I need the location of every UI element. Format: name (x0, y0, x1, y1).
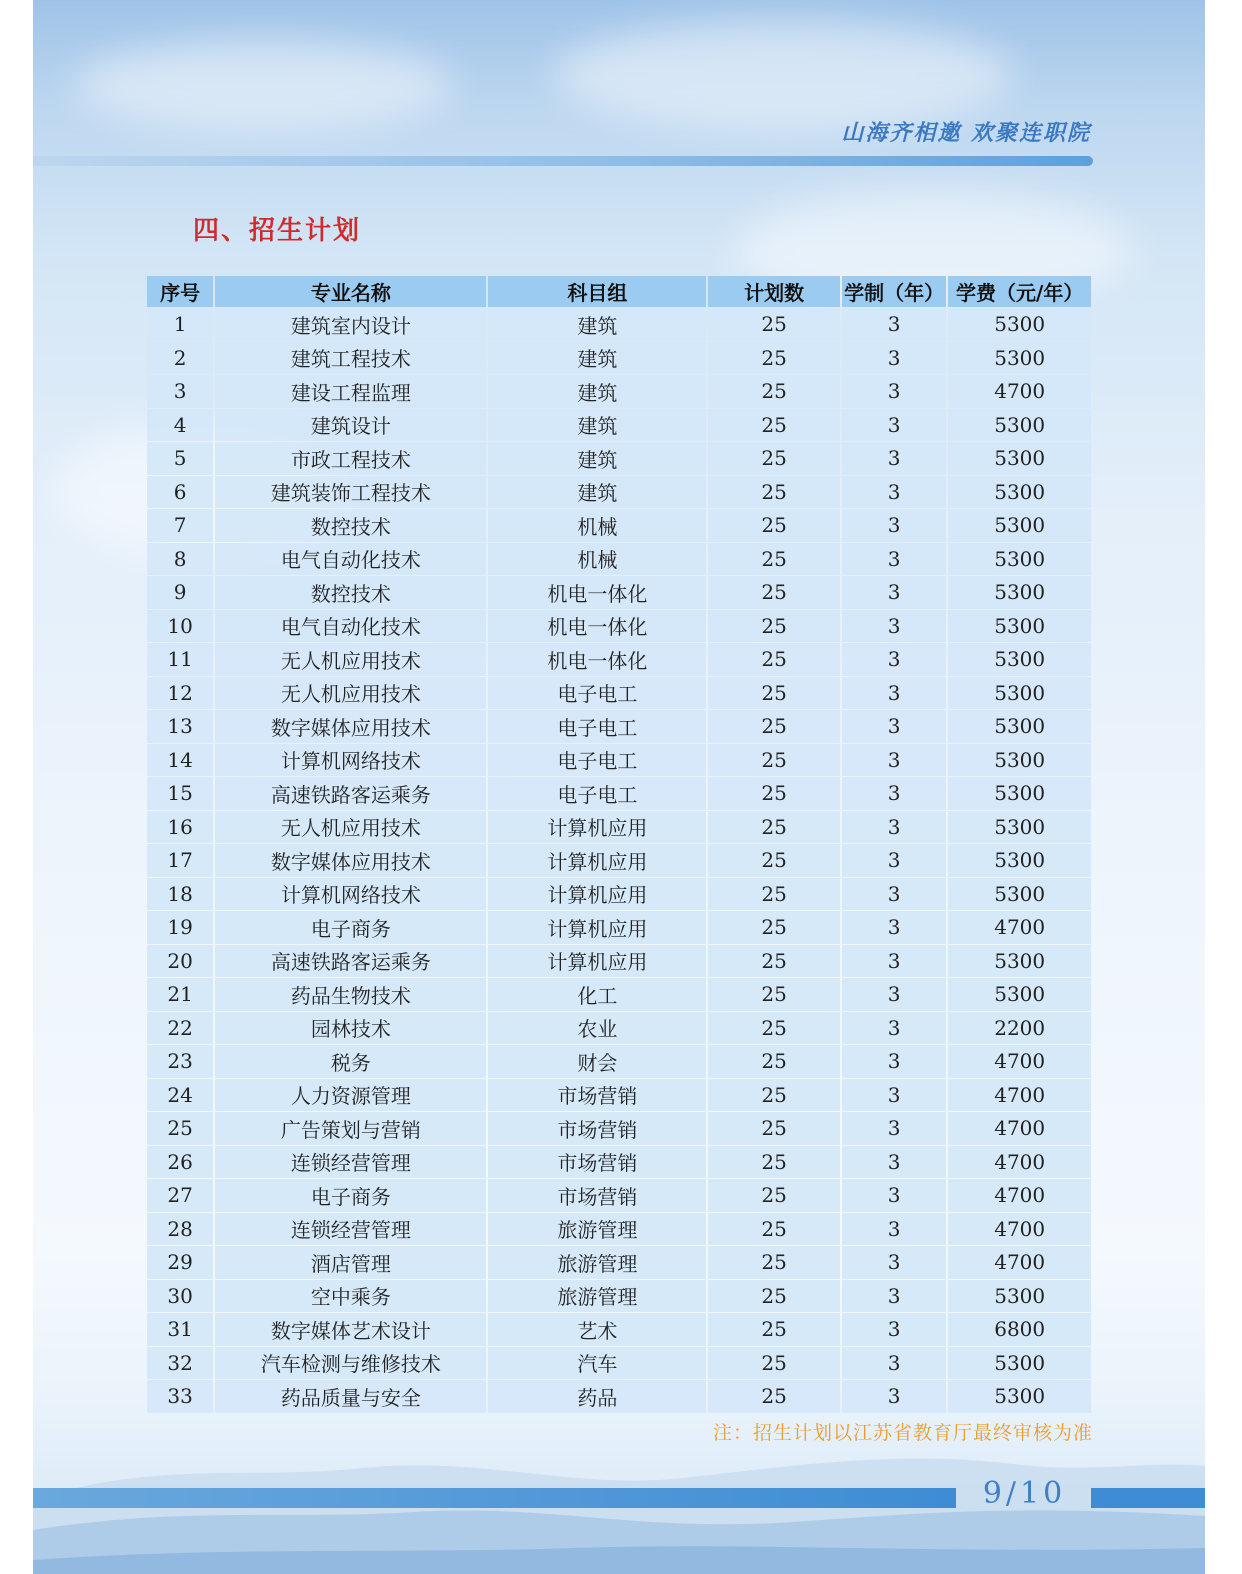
table-row (147, 1347, 1091, 1380)
footnote: 注：招生计划以江苏省教育厅最终审核为准 (712, 1422, 1093, 1444)
cell-index: 26 (147, 1146, 213, 1179)
cell-plan-count: 25 (708, 911, 840, 944)
table-row (147, 1380, 1091, 1413)
table-header-row (147, 276, 1091, 307)
cell-tuition: 4700 (948, 1146, 1091, 1179)
cell-tuition: 5300 (948, 777, 1091, 810)
cell-subject-group: 建筑 (488, 476, 706, 509)
cell-subject-group: 市场营销 (488, 1079, 706, 1112)
cell-duration: 3 (842, 543, 946, 576)
footer-band-right (1091, 1488, 1205, 1508)
cell-index: 11 (147, 643, 213, 676)
cell-major: 数字媒体应用技术 (215, 710, 486, 743)
table-row (147, 643, 1091, 676)
cell-index: 3 (147, 375, 213, 408)
cell-major: 无人机应用技术 (215, 811, 486, 844)
cell-duration: 3 (842, 342, 946, 375)
cell-plan-count: 25 (708, 1179, 840, 1212)
cell-subject-group: 电子电工 (488, 677, 706, 710)
cell-plan-count: 25 (708, 878, 840, 911)
cell-major: 连锁经营管理 (215, 1146, 486, 1179)
cell-subject-group: 机电一体化 (488, 576, 706, 609)
cell-tuition: 4700 (948, 1246, 1091, 1279)
sky-cloud (553, 20, 1013, 130)
table-body (147, 308, 1091, 1413)
cell-tuition: 5300 (948, 878, 1091, 911)
cell-plan-count: 25 (708, 1313, 840, 1346)
cell-index: 24 (147, 1079, 213, 1112)
cell-plan-count: 25 (708, 1246, 840, 1279)
cell-subject-group: 计算机应用 (488, 945, 706, 978)
cell-index: 1 (147, 308, 213, 341)
cell-subject-group: 电子电工 (488, 744, 706, 777)
cell-tuition: 4700 (948, 1045, 1091, 1078)
header-band (33, 156, 1093, 166)
cell-duration: 3 (842, 1112, 946, 1145)
cell-duration: 3 (842, 677, 946, 710)
cell-tuition: 5300 (948, 442, 1091, 475)
header-cell-duration: 学制（年） (842, 276, 946, 307)
cell-index: 33 (147, 1380, 213, 1413)
cell-tuition: 5300 (948, 543, 1091, 576)
cell-tuition: 4700 (948, 1079, 1091, 1112)
cell-tuition: 5300 (948, 576, 1091, 609)
cell-major: 人力资源管理 (215, 1079, 486, 1112)
cell-subject-group: 财会 (488, 1045, 706, 1078)
cell-tuition: 5300 (948, 509, 1091, 542)
table-row (147, 945, 1091, 978)
cell-duration: 3 (842, 610, 946, 643)
cell-subject-group: 机电一体化 (488, 610, 706, 643)
table-row (147, 543, 1091, 576)
header-cell-plan-count: 计划数 (708, 276, 840, 307)
footer-band-left (33, 1488, 956, 1508)
cell-plan-count: 25 (708, 643, 840, 676)
table-row (147, 1313, 1091, 1346)
cell-plan-count: 25 (708, 576, 840, 609)
cell-duration: 3 (842, 308, 946, 341)
cell-tuition: 5300 (948, 1280, 1091, 1313)
section-title: 四、招生计划 (193, 216, 362, 246)
cell-index: 4 (147, 409, 213, 442)
cell-tuition: 5300 (948, 342, 1091, 375)
cell-duration: 3 (842, 811, 946, 844)
cell-major: 高速铁路客运乘务 (215, 777, 486, 810)
cell-duration: 3 (842, 1079, 946, 1112)
header-cell-subject-group: 科目组 (488, 276, 706, 307)
cell-subject-group: 药品 (488, 1380, 706, 1413)
cell-index: 5 (147, 442, 213, 475)
table-row (147, 342, 1091, 375)
cell-index: 6 (147, 476, 213, 509)
cell-duration: 3 (842, 878, 946, 911)
cell-index: 27 (147, 1179, 213, 1212)
cell-index: 12 (147, 677, 213, 710)
cell-plan-count: 25 (708, 1079, 840, 1112)
cell-subject-group: 计算机应用 (488, 878, 706, 911)
cell-tuition: 2200 (948, 1012, 1091, 1045)
cell-duration: 3 (842, 1213, 946, 1246)
table-row (147, 1012, 1091, 1045)
cell-subject-group: 市场营销 (488, 1112, 706, 1145)
cell-plan-count: 25 (708, 710, 840, 743)
cell-major: 市政工程技术 (215, 442, 486, 475)
table-row (147, 409, 1091, 442)
table-row (147, 844, 1091, 877)
cell-plan-count: 25 (708, 1380, 840, 1413)
cell-plan-count: 25 (708, 978, 840, 1011)
cell-major: 数控技术 (215, 576, 486, 609)
cell-plan-count: 25 (708, 1045, 840, 1078)
cell-index: 17 (147, 844, 213, 877)
cell-plan-count: 25 (708, 777, 840, 810)
cell-index: 21 (147, 978, 213, 1011)
cell-duration: 3 (842, 945, 946, 978)
table-row (147, 375, 1091, 408)
cell-tuition: 5300 (948, 1380, 1091, 1413)
cell-index: 23 (147, 1045, 213, 1078)
cell-duration: 3 (842, 1012, 946, 1045)
cell-tuition: 5300 (948, 710, 1091, 743)
cell-tuition: 4700 (948, 1112, 1091, 1145)
cell-major: 酒店管理 (215, 1246, 486, 1279)
cell-index: 19 (147, 911, 213, 944)
table-row (147, 1213, 1091, 1246)
cell-subject-group: 电子电工 (488, 777, 706, 810)
cell-index: 9 (147, 576, 213, 609)
cell-major: 计算机网络技术 (215, 744, 486, 777)
cell-major: 无人机应用技术 (215, 677, 486, 710)
table-row (147, 1045, 1091, 1078)
cell-tuition: 5300 (948, 610, 1091, 643)
cell-index: 28 (147, 1213, 213, 1246)
cell-tuition: 5300 (948, 744, 1091, 777)
cell-duration: 3 (842, 1280, 946, 1313)
cell-subject-group: 市场营销 (488, 1179, 706, 1212)
table-row (147, 677, 1091, 710)
enrollment-plan-table (145, 275, 1093, 1414)
cell-tuition: 5300 (948, 308, 1091, 341)
cell-subject-group: 机电一体化 (488, 643, 706, 676)
cell-major: 电气自动化技术 (215, 543, 486, 576)
cell-index: 2 (147, 342, 213, 375)
cell-duration: 3 (842, 744, 946, 777)
cell-subject-group: 农业 (488, 1012, 706, 1045)
cell-major: 药品质量与安全 (215, 1380, 486, 1413)
table-row (147, 610, 1091, 643)
cell-major: 建设工程监理 (215, 375, 486, 408)
table-row (147, 576, 1091, 609)
cell-index: 13 (147, 710, 213, 743)
table-row (147, 911, 1091, 944)
cell-duration: 3 (842, 1313, 946, 1346)
cell-duration: 3 (842, 844, 946, 877)
table-row (147, 878, 1091, 911)
table-row (147, 308, 1091, 341)
cell-major: 无人机应用技术 (215, 643, 486, 676)
cell-plan-count: 25 (708, 476, 840, 509)
cell-index: 10 (147, 610, 213, 643)
cell-duration: 3 (842, 509, 946, 542)
sky-cloud (73, 40, 453, 130)
table-row (147, 509, 1091, 542)
cell-subject-group: 艺术 (488, 1313, 706, 1346)
cell-subject-group: 建筑 (488, 308, 706, 341)
cell-index: 7 (147, 509, 213, 542)
cell-plan-count: 25 (708, 543, 840, 576)
cell-major: 计算机网络技术 (215, 878, 486, 911)
cell-subject-group: 机械 (488, 543, 706, 576)
table-row (147, 1246, 1091, 1279)
cell-plan-count: 25 (708, 342, 840, 375)
cell-plan-count: 25 (708, 1112, 840, 1145)
cell-subject-group: 化工 (488, 978, 706, 1011)
table-row (147, 1280, 1091, 1313)
page-number: 9/10 (982, 1476, 1067, 1511)
cell-plan-count: 25 (708, 509, 840, 542)
cell-index: 15 (147, 777, 213, 810)
cell-plan-count: 25 (708, 610, 840, 643)
cell-duration: 3 (842, 576, 946, 609)
cell-subject-group: 计算机应用 (488, 811, 706, 844)
cell-major: 电气自动化技术 (215, 610, 486, 643)
cell-major: 建筑工程技术 (215, 342, 486, 375)
table-row (147, 1079, 1091, 1112)
cell-duration: 3 (842, 911, 946, 944)
cell-subject-group: 旅游管理 (488, 1213, 706, 1246)
cell-subject-group: 电子电工 (488, 710, 706, 743)
table-row (147, 1179, 1091, 1212)
table-row (147, 710, 1091, 743)
cell-major: 电子商务 (215, 1179, 486, 1212)
table-row (147, 744, 1091, 777)
cell-major: 连锁经营管理 (215, 1213, 486, 1246)
cell-plan-count: 25 (708, 308, 840, 341)
cell-duration: 3 (842, 777, 946, 810)
cell-subject-group: 计算机应用 (488, 844, 706, 877)
brochure-page (33, 0, 1205, 1574)
cell-tuition: 5300 (948, 978, 1091, 1011)
cell-plan-count: 25 (708, 375, 840, 408)
cell-index: 31 (147, 1313, 213, 1346)
cell-index: 20 (147, 945, 213, 978)
cell-plan-count: 25 (708, 677, 840, 710)
cell-subject-group: 建筑 (488, 442, 706, 475)
cell-duration: 3 (842, 409, 946, 442)
cell-duration: 3 (842, 1347, 946, 1380)
table-row (147, 777, 1091, 810)
cell-plan-count: 25 (708, 945, 840, 978)
cell-plan-count: 25 (708, 1213, 840, 1246)
cell-subject-group: 汽车 (488, 1347, 706, 1380)
cell-duration: 3 (842, 710, 946, 743)
table-row (147, 476, 1091, 509)
table-row (147, 1146, 1091, 1179)
cell-subject-group: 计算机应用 (488, 911, 706, 944)
cell-major: 数字媒体艺术设计 (215, 1313, 486, 1346)
cell-duration: 3 (842, 643, 946, 676)
cell-plan-count: 25 (708, 442, 840, 475)
cell-duration: 3 (842, 978, 946, 1011)
table-row (147, 442, 1091, 475)
cell-plan-count: 25 (708, 1146, 840, 1179)
cell-major: 建筑装饰工程技术 (215, 476, 486, 509)
cell-major: 建筑设计 (215, 409, 486, 442)
table-row (147, 811, 1091, 844)
cell-duration: 3 (842, 1246, 946, 1279)
cell-plan-count: 25 (708, 409, 840, 442)
header-cell-index: 序号 (147, 276, 213, 307)
cell-plan-count: 25 (708, 844, 840, 877)
cell-subject-group: 市场营销 (488, 1146, 706, 1179)
cell-subject-group: 建筑 (488, 409, 706, 442)
cell-duration: 3 (842, 1179, 946, 1212)
cell-index: 8 (147, 543, 213, 576)
cell-tuition: 5300 (948, 677, 1091, 710)
header-cell-tuition: 学费（元/年） (948, 276, 1091, 307)
cell-duration: 3 (842, 476, 946, 509)
cell-index: 25 (147, 1112, 213, 1145)
cell-subject-group: 建筑 (488, 375, 706, 408)
cell-subject-group: 机械 (488, 509, 706, 542)
header-cell-major: 专业名称 (215, 276, 486, 307)
cell-index: 29 (147, 1246, 213, 1279)
cell-major: 建筑室内设计 (215, 308, 486, 341)
cell-tuition: 6800 (948, 1313, 1091, 1346)
cell-major: 空中乘务 (215, 1280, 486, 1313)
cell-plan-count: 25 (708, 1280, 840, 1313)
table-row (147, 978, 1091, 1011)
cell-subject-group: 旅游管理 (488, 1246, 706, 1279)
cell-tuition: 5300 (948, 811, 1091, 844)
cell-index: 14 (147, 744, 213, 777)
cell-major: 数字媒体应用技术 (215, 844, 486, 877)
cell-tuition: 4700 (948, 1179, 1091, 1212)
cell-major: 电子商务 (215, 911, 486, 944)
cell-duration: 3 (842, 375, 946, 408)
cell-plan-count: 25 (708, 744, 840, 777)
cell-plan-count: 25 (708, 811, 840, 844)
cell-major: 广告策划与营销 (215, 1112, 486, 1145)
cell-duration: 3 (842, 1045, 946, 1078)
cell-major: 数控技术 (215, 509, 486, 542)
cell-duration: 3 (842, 1380, 946, 1413)
cell-major: 高速铁路客运乘务 (215, 945, 486, 978)
cell-tuition: 5300 (948, 409, 1091, 442)
cell-tuition: 5300 (948, 945, 1091, 978)
cell-major: 税务 (215, 1045, 486, 1078)
cell-tuition: 4700 (948, 375, 1091, 408)
cell-major: 药品生物技术 (215, 978, 486, 1011)
table-row (147, 1112, 1091, 1145)
cell-index: 16 (147, 811, 213, 844)
cell-index: 18 (147, 878, 213, 911)
cell-tuition: 4700 (948, 911, 1091, 944)
cell-tuition: 5300 (948, 643, 1091, 676)
cell-duration: 3 (842, 1146, 946, 1179)
cell-subject-group: 旅游管理 (488, 1280, 706, 1313)
cell-tuition: 5300 (948, 476, 1091, 509)
cell-major: 汽车检测与维修技术 (215, 1347, 486, 1380)
cell-tuition: 4700 (948, 1213, 1091, 1246)
cell-index: 30 (147, 1280, 213, 1313)
cell-index: 22 (147, 1012, 213, 1045)
header-slogan: 山海齐相邀 欢聚连职院 (841, 121, 1091, 146)
cell-plan-count: 25 (708, 1012, 840, 1045)
cell-tuition: 5300 (948, 844, 1091, 877)
cell-subject-group: 建筑 (488, 342, 706, 375)
cell-index: 32 (147, 1347, 213, 1380)
cell-plan-count: 25 (708, 1347, 840, 1380)
cell-major: 园林技术 (215, 1012, 486, 1045)
cell-tuition: 5300 (948, 1347, 1091, 1380)
cell-duration: 3 (842, 442, 946, 475)
